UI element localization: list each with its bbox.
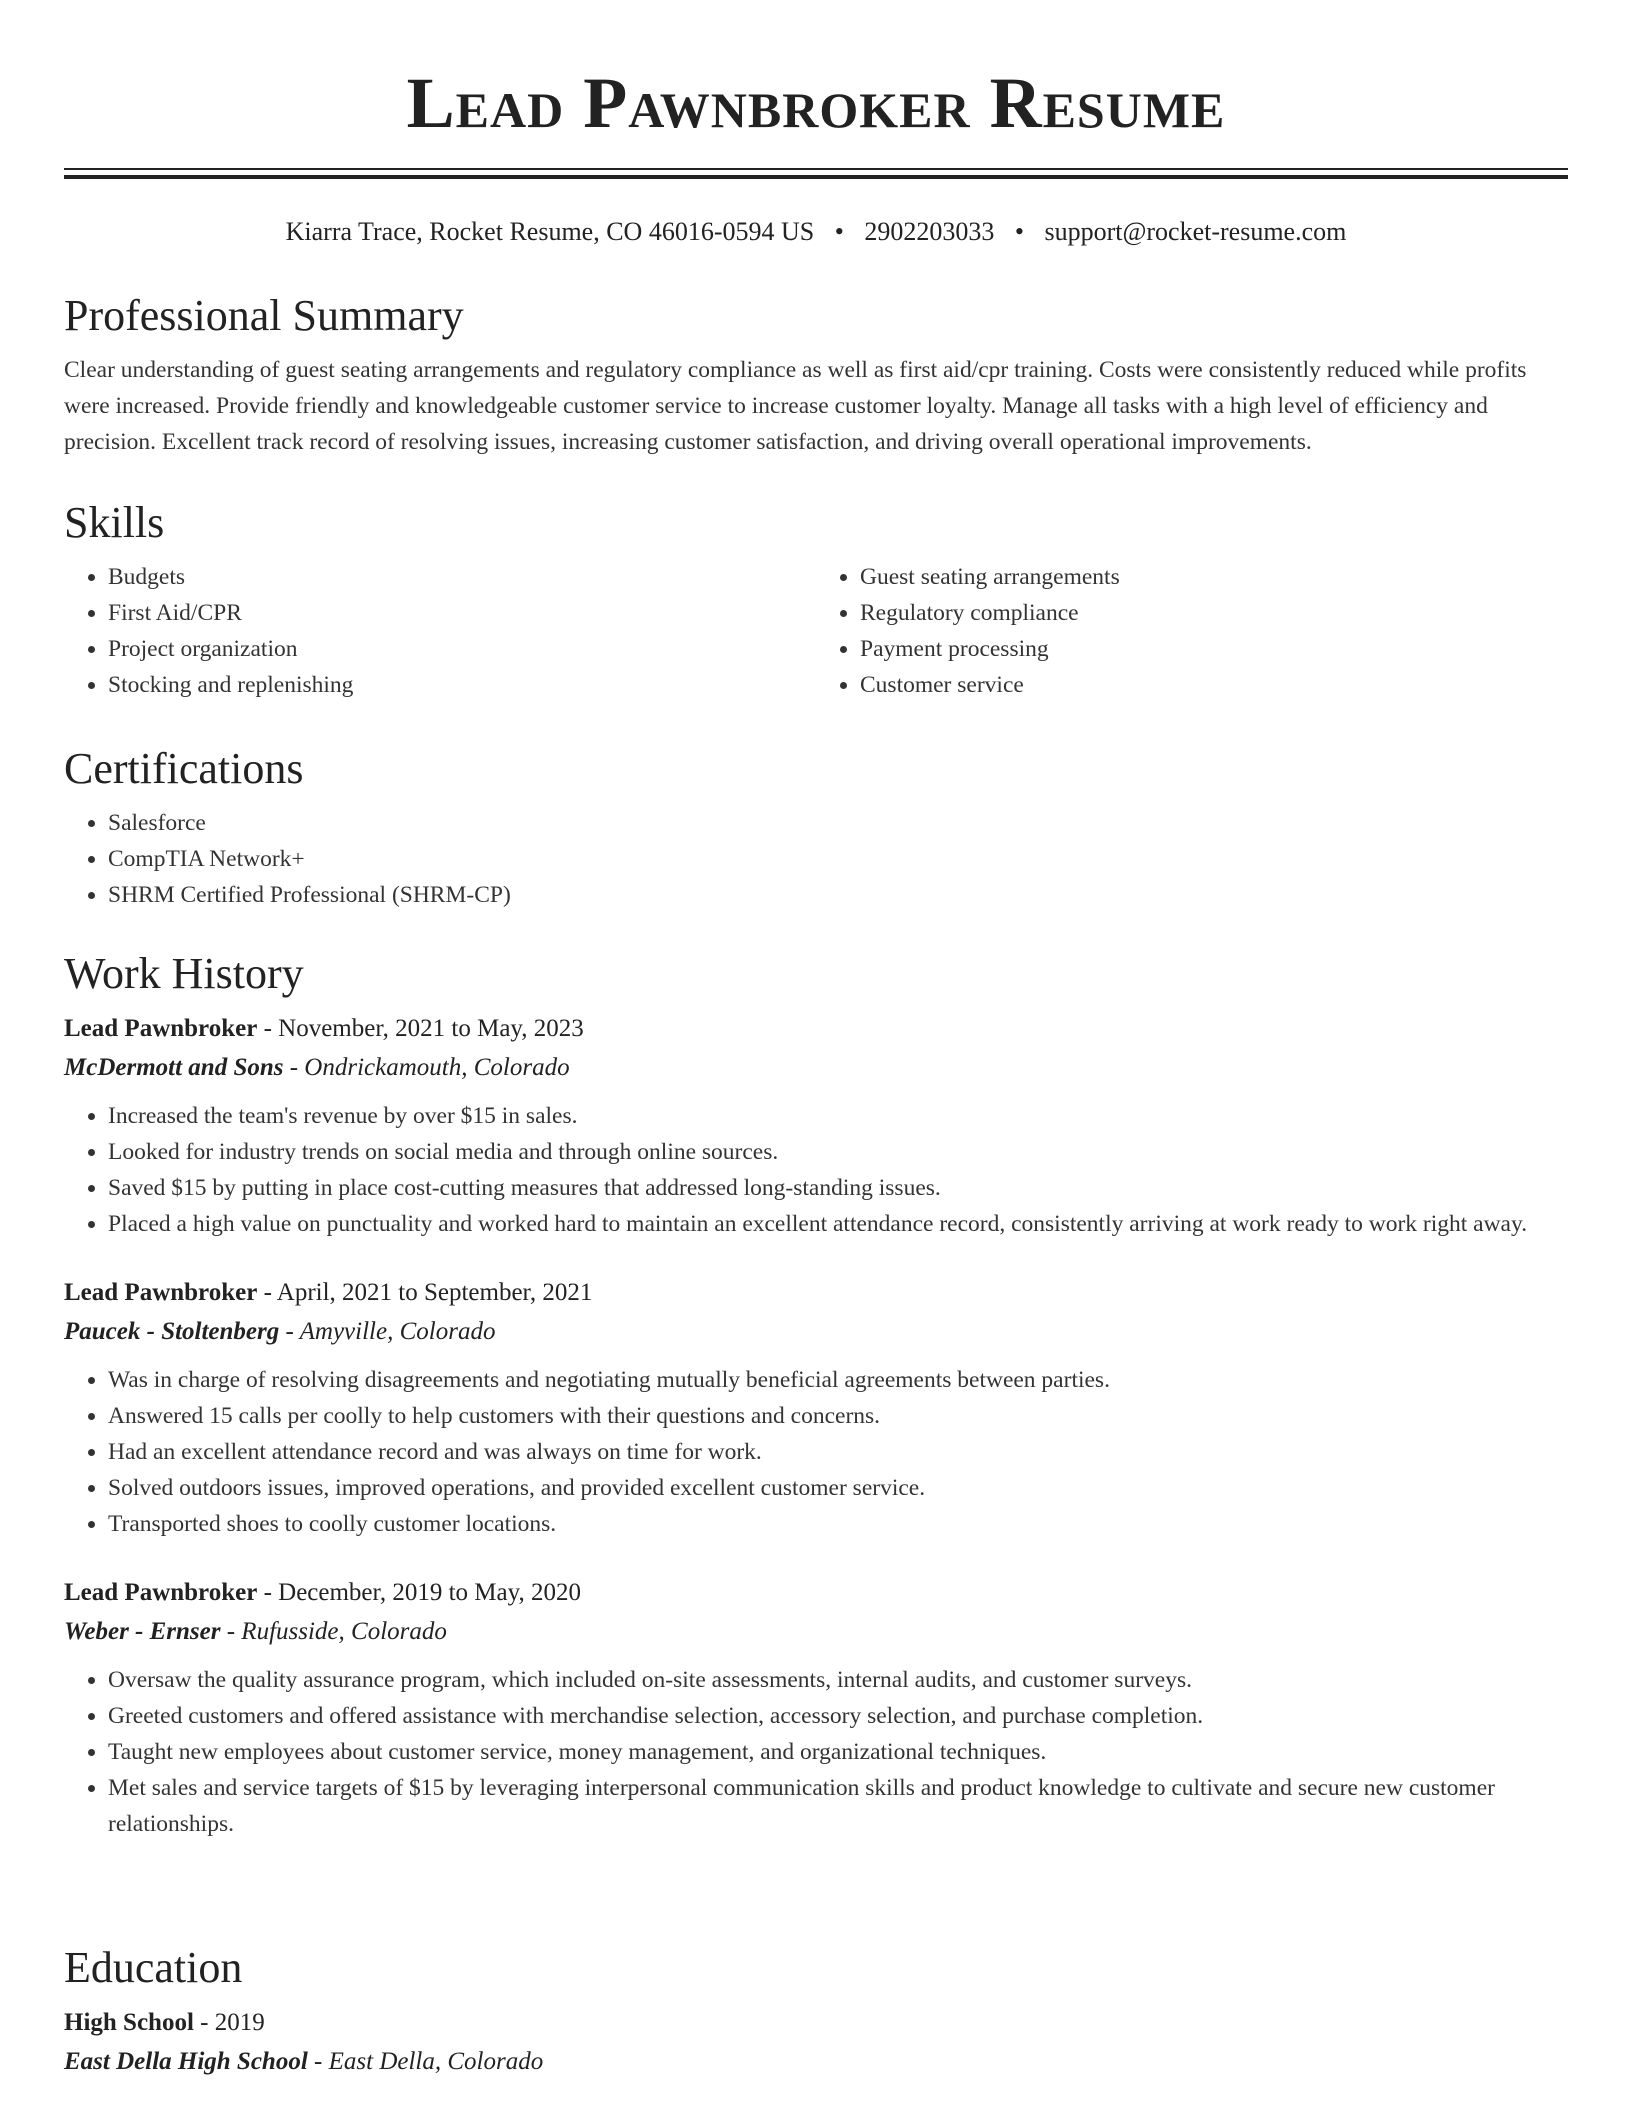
job-company: McDermott and Sons xyxy=(64,1054,284,1081)
job-location: - Amyville, Colorado xyxy=(279,1318,496,1345)
summary-text: Clear understanding of guest seating arrangements and regulatory compliance as well as first aid/cpr training. Costs were consistently reduced while profits were increased. Provide friendly and knowledgeable customer service to increase customer loyalty. Manage all tasks with a high level of efficiency and precision. Excellent track record of resolving issues, increasing customer satisfaction, and driving overall operational improvements. xyxy=(64,357,1527,455)
education-school: East Della High School xyxy=(64,2048,308,2075)
education-heading: Education xyxy=(64,1943,243,1992)
title-divider-thick xyxy=(64,175,1568,179)
job-location: - Ondrickamouth, Colorado xyxy=(283,1054,570,1081)
contact-address: Kiarra Trace, Rocket Resume, CO 46016-0594 US xyxy=(285,217,815,246)
skill-item: • Project organization xyxy=(108,631,816,667)
skills-heading: Skills xyxy=(64,498,165,547)
job-title-line xyxy=(64,1274,1568,1312)
job-dates: - April, 2021 to September, 2021 xyxy=(257,1279,593,1306)
skill-item: • Payment processing xyxy=(860,631,1568,667)
job-bullet: • Solved outdoors issues, improved operations, and provided excellent customer service. xyxy=(108,1470,1568,1506)
job-bullet: • Was in charge of resolving disagreements and negotiating mutually beneficial agreements between parties. xyxy=(108,1362,1568,1398)
job-location: - Rufusside, Colorado xyxy=(220,1618,447,1645)
title-divider-thin xyxy=(64,168,1568,170)
skills-section xyxy=(64,495,1568,703)
education-location: - East Della, Colorado xyxy=(307,2048,544,2075)
skills-list-right xyxy=(816,559,1568,703)
skills-list-left xyxy=(64,559,816,703)
job-title-line xyxy=(64,1010,1568,1048)
skill-item: • Guest seating arrangements xyxy=(860,559,1568,595)
job-bullet: • Taught new employees about customer service, money management, and organizational techniques. xyxy=(108,1734,1568,1770)
work-history-heading: Work History xyxy=(64,949,304,998)
job-entry xyxy=(64,1274,1568,1542)
job-bullet: • Answered 15 calls per coolly to help customers with their questions and concerns. xyxy=(108,1398,1568,1434)
job-dates: - December, 2019 to May, 2020 xyxy=(257,1579,581,1606)
resume-title: Lead Pawnbroker Resume xyxy=(406,63,1226,143)
job-company-line xyxy=(64,1048,1568,1088)
contact-separator: • xyxy=(834,217,844,246)
job-entry xyxy=(64,1574,1568,1842)
certifications-list xyxy=(64,805,1568,913)
skill-item: • First Aid/CPR xyxy=(108,595,816,631)
contact-separator: • xyxy=(1014,217,1024,246)
certification-item: • SHRM Certified Professional (SHRM-CP) xyxy=(108,877,1568,913)
certifications-heading: Certifications xyxy=(64,744,304,793)
certifications-section xyxy=(64,741,1568,913)
job-entry xyxy=(64,1010,1568,1242)
job-title-line xyxy=(64,1574,1568,1612)
job-bullets xyxy=(64,1662,1568,1842)
job-bullet: • Met sales and service targets of $15 by leveraging interpersonal communication skills and product knowledge to cultivate and secure new customer relationships. xyxy=(108,1770,1568,1842)
summary-section xyxy=(64,288,1568,460)
education-degree: High School xyxy=(64,2009,194,2036)
skill-item: • Regulatory compliance xyxy=(860,595,1568,631)
job-bullet: • Placed a high value on punctuality and worked hard to maintain an excellent attendance record, consistently arriving at work ready to work right away. xyxy=(108,1206,1568,1242)
certification-item: • Salesforce xyxy=(108,805,1568,841)
skill-item: • Stocking and replenishing xyxy=(108,667,816,703)
job-title: Lead Pawnbroker xyxy=(64,1279,258,1306)
summary-heading: Professional Summary xyxy=(64,291,464,340)
job-bullet: • Increased the team's revenue by over $15 in sales. xyxy=(108,1098,1568,1134)
job-bullet: • Transported shoes to coolly customer locations. xyxy=(108,1506,1568,1542)
job-company-line xyxy=(64,1312,1568,1352)
job-title: Lead Pawnbroker xyxy=(64,1015,258,1042)
skills-columns xyxy=(64,559,1568,703)
job-title: Lead Pawnbroker xyxy=(64,1579,258,1606)
education-degree-line xyxy=(64,2004,1568,2042)
work-history-section xyxy=(64,946,1568,1842)
job-bullet: • Oversaw the quality assurance program, which included on-site assessments, internal audits, and customer surveys. xyxy=(108,1662,1568,1698)
education-year: - 2019 xyxy=(193,2009,265,2036)
job-company: Paucek - Stoltenberg xyxy=(64,1318,280,1345)
education-section xyxy=(64,1940,1568,2082)
job-bullets xyxy=(64,1098,1568,1242)
contact-line xyxy=(0,214,1632,250)
job-company: Weber - Ernser xyxy=(64,1618,221,1645)
education-school-line xyxy=(64,2042,1568,2082)
contact-phone: 2902203033 xyxy=(864,217,995,246)
contact-email: support@rocket-resume.com xyxy=(1044,217,1347,246)
job-bullets xyxy=(64,1362,1568,1542)
skill-item: • Customer service xyxy=(860,667,1568,703)
job-bullet: • Greeted customers and offered assistance with merchandise selection, accessory selection, and purchase completion. xyxy=(108,1698,1568,1734)
job-company-line xyxy=(64,1612,1568,1652)
job-dates: - November, 2021 to May, 2023 xyxy=(257,1015,584,1042)
job-bullet: • Had an excellent attendance record and was always on time for work. xyxy=(108,1434,1568,1470)
certification-item: • CompTIA Network+ xyxy=(108,841,1568,877)
skill-item: • Budgets xyxy=(108,559,816,595)
job-bullet: • Saved $15 by putting in place cost-cutting measures that addressed long-standing issues. xyxy=(108,1170,1568,1206)
job-bullet: • Looked for industry trends on social media and through online sources. xyxy=(108,1134,1568,1170)
